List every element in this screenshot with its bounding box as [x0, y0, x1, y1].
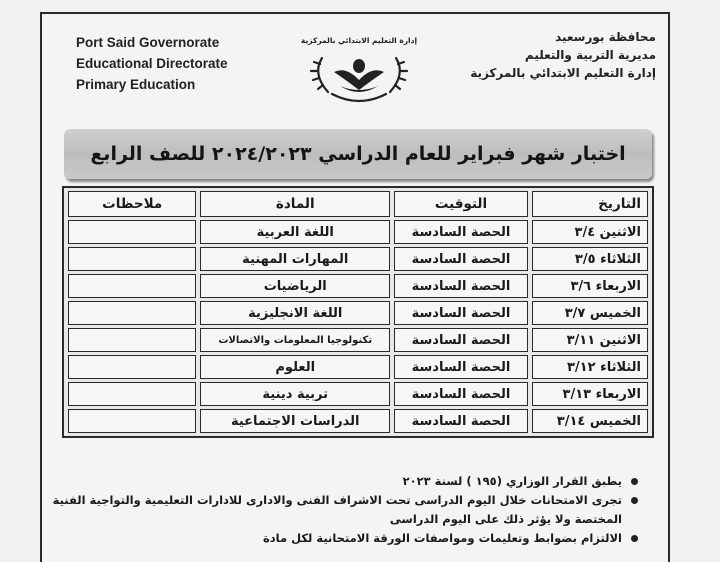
header-ar-line-1: محافظة بورسعيد: [555, 30, 656, 44]
header-ar-line-2: مديرية التربية والتعليم: [524, 48, 656, 62]
cell-subject: المهارات المهنية: [200, 247, 390, 271]
cell-subject: الدراسات الاجتماعية: [200, 409, 390, 433]
table-row: [68, 220, 648, 244]
header-english: [76, 32, 228, 95]
cell-date: الثلاثاء ٣/٥: [532, 247, 648, 271]
instruction-item: تجرى الامتحانات خلال اليوم الدراسى تحت الاشراف الفنى والادارى للادارات التعليمية والتواجية الفنية المختصة ولا يؤثر ذلك على اليوم الدراسى: [42, 491, 644, 529]
cell-subject: تكنولوجيا المعلومات والاتصالات: [200, 328, 390, 352]
table-row: [68, 328, 648, 352]
cell-date: الاثنين ٣/٤: [532, 220, 648, 244]
table-row: [68, 382, 648, 406]
cell-subject: الرياضيات: [200, 274, 390, 298]
document-page: [40, 12, 670, 562]
header-en-line-3: Primary Education: [76, 77, 196, 92]
instruction-item: الالتزام بضوابط وتعليمات ومواصفات الورقة الامتحانية لكل مادة: [42, 529, 644, 548]
cell-time: الحصة السادسة: [394, 220, 528, 244]
cell-notes: [68, 355, 196, 379]
header-arabic: [470, 28, 656, 82]
header-date: التاريخ: [532, 191, 648, 217]
table-row: [68, 409, 648, 433]
cell-date: الخميس ٣/٧: [532, 301, 648, 325]
cell-notes: [68, 220, 196, 244]
cell-time: الحصة السادسة: [394, 382, 528, 406]
header-subject: المادة: [200, 191, 390, 217]
table-row: [68, 355, 648, 379]
cell-subject: اللغة الانجليزية: [200, 301, 390, 325]
cell-subject: اللغة العربية: [200, 220, 390, 244]
instruction-item: يطبق القرار الوزاري (١٩٥ ) لسنة ٢٠٢٣: [42, 472, 644, 491]
table-row: [68, 247, 648, 271]
logo-text: إدارة التعليم الابتدائي بالمركزية: [300, 36, 418, 45]
exam-title: اختبار شهر فبراير للعام الدراسي ٢٠٢٤/٢٠٢٣ للصف الرابع: [64, 129, 652, 179]
cell-time: الحصة السادسة: [394, 355, 528, 379]
table-header-row: [68, 191, 648, 217]
exam-schedule-table: [62, 186, 654, 438]
table-row: [68, 274, 648, 298]
cell-time: الحصة السادسة: [394, 301, 528, 325]
header-time: التوقيت: [394, 191, 528, 217]
cell-date: الثلاثاء ٣/١٢: [532, 355, 648, 379]
cell-time: الحصة السادسة: [394, 409, 528, 433]
header-ar-line-3: إدارة التعليم الابتدائي بالمركزية: [470, 66, 656, 80]
instructions-list: [42, 472, 644, 548]
cell-time: الحصة السادسة: [394, 328, 528, 352]
ministry-logo: [294, 36, 424, 106]
cell-notes: [68, 274, 196, 298]
cell-date: الاربعاء ٣/٦: [532, 274, 648, 298]
header-notes: ملاحظات: [68, 191, 196, 217]
cell-subject: العلوم: [200, 355, 390, 379]
cell-date: الخميس ٣/١٤: [532, 409, 648, 433]
header-en-line-2: Educational Directorate: [76, 56, 228, 71]
cell-time: الحصة السادسة: [394, 274, 528, 298]
header-en-line-1: Port Said Governorate: [76, 35, 220, 50]
table-row: [68, 301, 648, 325]
laurel-emblem-icon: [294, 36, 424, 106]
cell-notes: [68, 328, 196, 352]
cell-notes: [68, 382, 196, 406]
cell-notes: [68, 301, 196, 325]
cell-date: الاربعاء ٣/١٣: [532, 382, 648, 406]
cell-subject: تربية دينية: [200, 382, 390, 406]
cell-date: الاثنين ٣/١١: [532, 328, 648, 352]
cell-notes: [68, 247, 196, 271]
cell-time: الحصة السادسة: [394, 247, 528, 271]
cell-notes: [68, 409, 196, 433]
